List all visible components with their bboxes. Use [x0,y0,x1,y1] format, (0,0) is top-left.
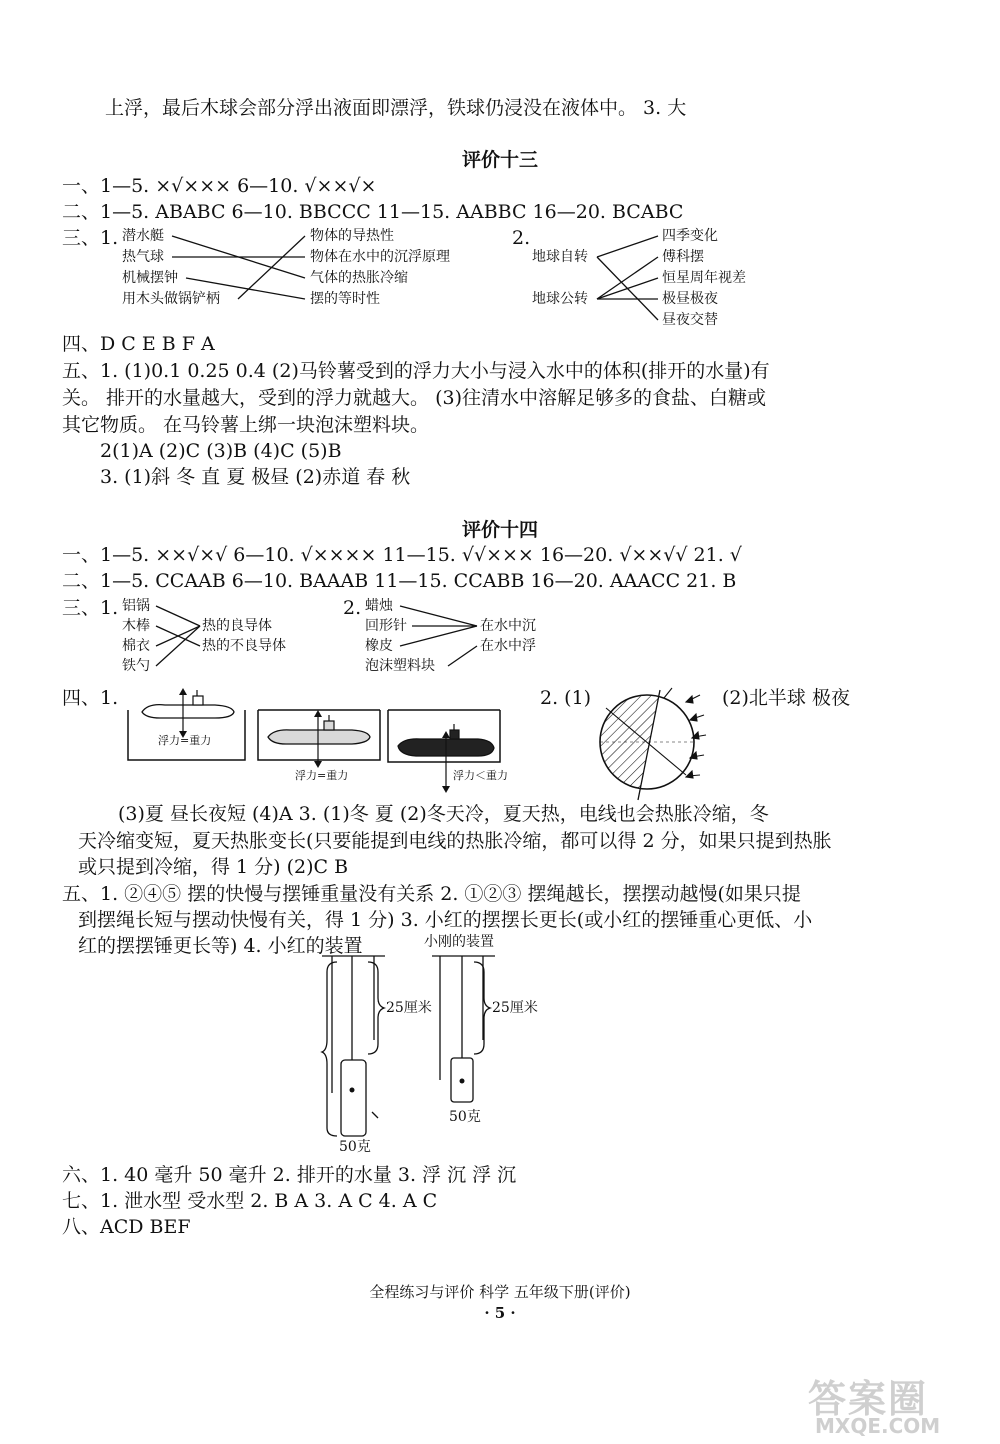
match-left-item: 回形针 [365,618,407,634]
answer-line: 关。 排开的水量越大，受到的浮力就越大。 (3)往清水中溶解足够多的食盐、白糖或 [62,387,766,409]
match-left-item: 用木头做锅铲柄 [122,291,220,307]
answer-line: 四、D C E B F A [62,333,215,355]
mass-label: 50克 [449,1109,481,1125]
answer-line: 天冷缩变短，夏天热胀变长(只要能提到电线的热胀冷缩，都可以得 2 分，如果只提到热胀 [78,830,832,852]
section-title-13: 评价十三 [461,149,538,171]
length-label: 25厘米 [386,1000,432,1016]
match-left-item: 铁勺 [122,658,150,674]
match-right-item: 昼夜交替 [662,312,718,328]
match-right-item: 在水中沉 [480,618,536,634]
match-right-item: 四季变化 [662,228,718,244]
question-label: 三、1. [62,227,119,249]
answer-line: 到摆绳长短与摆动快慢有关，得 1 分) 3. 小红的摆摆长更长(或小红的摆锤重心更低、小 [78,909,813,931]
answer-line: 七、1. 泄水型 受水型 2. B A 3. A C 4. A C [62,1190,438,1212]
answer-line: (3)夏 昼长夜短 (4)A 3. (1)冬 夏 (2)冬天冷，夏天热，电线也会热胀冷缩，冬 [118,803,769,825]
answer-line: 二、1—5. ABABC 6—10. BBCCC 11—15. AABBC 16—20. BCABC [62,201,684,223]
match-left-item: 地球自转 [532,249,588,265]
force-label: 浮力＜重力 [453,769,508,782]
answer-line: 八、ACD BEF [62,1216,191,1238]
answer-line: 2(1)A (2)C (3)B (4)C (5)B [100,440,342,462]
answer-line: 六、1. 40 毫升 50 毫升 2. 排开的水量 3. 浮 沉 浮 沉 [62,1164,517,1186]
answer-line: 一、1—5. ×√××× 6—10. √××√× [62,175,377,197]
page-number: · 5 · [484,1304,516,1322]
answer-line: 其它物质。 在马铃薯上绑一块泡沫塑料块。 [62,414,430,436]
answer-line: 五、1. ②④⑤ 摆的快慢与摆锤重量没有关系 2. ①②③ 摆绳越长，摆摆动越慢(如果只提 [62,883,801,905]
question-label: 2. (1) [540,687,592,709]
answer-line: 红的摆摆锤更长等) 4. 小红的装置 [78,935,363,957]
force-label: 浮力=重力 [158,734,212,747]
continued-text: 上浮，最后木球会部分浮出液面即漂浮，铁球仍浸没在液体中。 3. 大 [105,97,687,119]
question-label: 2. [343,597,362,619]
question-label: 2. [512,227,531,249]
mass-label: 50克 [339,1139,371,1155]
match-right-item: 热的良导体 [202,618,272,634]
match-left-item: 蜡烛 [365,598,393,614]
match-left-item: 机械摆钟 [122,270,178,286]
watermark-logo: 答案圈 [808,1377,929,1421]
match-left-item: 橡皮 [365,638,393,654]
answer-text: (2)北半球 极夜 [722,687,850,709]
match-left-item: 棉衣 [122,638,150,654]
pendulum-bob-center [350,1088,355,1093]
length-label: 25厘米 [492,1000,538,1016]
answer-line: 一、1—5. ××√×√ 6—10. √×××× 11—15. √√××× 16—20. √××√√ 21. √ [62,544,742,566]
match-right-item: 物体在水中的沉浮原理 [310,249,450,265]
watermark-url: MXQE.COM [815,1414,941,1438]
match-right-item: 摆的等时性 [310,291,380,307]
answer-line: 五、1. (1)0.1 0.25 0.4 (2)马铃薯受到的浮力大小与浸入水中的体积(排开的水量)有 [62,360,770,382]
answer-line: 或只提到冷缩，得 1 分) (2)C B [78,856,349,878]
match-right-item: 在水中浮 [480,638,536,654]
question-label: 四、1. [62,687,119,709]
device-label: 小刚的装置 [424,934,494,950]
match-right-item: 恒星周年视差 [662,270,746,286]
section-title-14: 评价十四 [461,519,538,541]
answer-line: 3. (1)斜 冬 直 夏 极昼 (2)赤道 春 秋 [100,466,411,488]
answer-line: 二、1—5. CCAAB 6—10. BAAAB 11—15. CCABB 16—20. AAACC 21. B [62,570,737,592]
match-left-item: 热气球 [122,249,164,265]
match-left-item: 铝锅 [122,598,150,614]
pendulum-bob-center [460,1079,465,1084]
match-left-item: 地球公转 [532,291,588,307]
question-label: 三、1. [62,597,119,619]
match-right-item: 热的不良导体 [202,638,286,654]
match-right-item: 极昼极夜 [662,291,718,307]
match-left-item: 木棒 [122,618,150,634]
match-right-item: 傅科摆 [662,249,704,265]
match-right-item: 物体的导热性 [310,228,394,244]
footer-book-title: 全程练习与评价 科学 五年级下册(评价) [369,1283,631,1301]
match-right-item: 气体的热胀冷缩 [310,270,408,286]
match-left-item: 潜水艇 [122,228,164,244]
match-left-item: 泡沫塑料块 [365,658,435,674]
force-label: 浮力=重力 [295,769,349,782]
